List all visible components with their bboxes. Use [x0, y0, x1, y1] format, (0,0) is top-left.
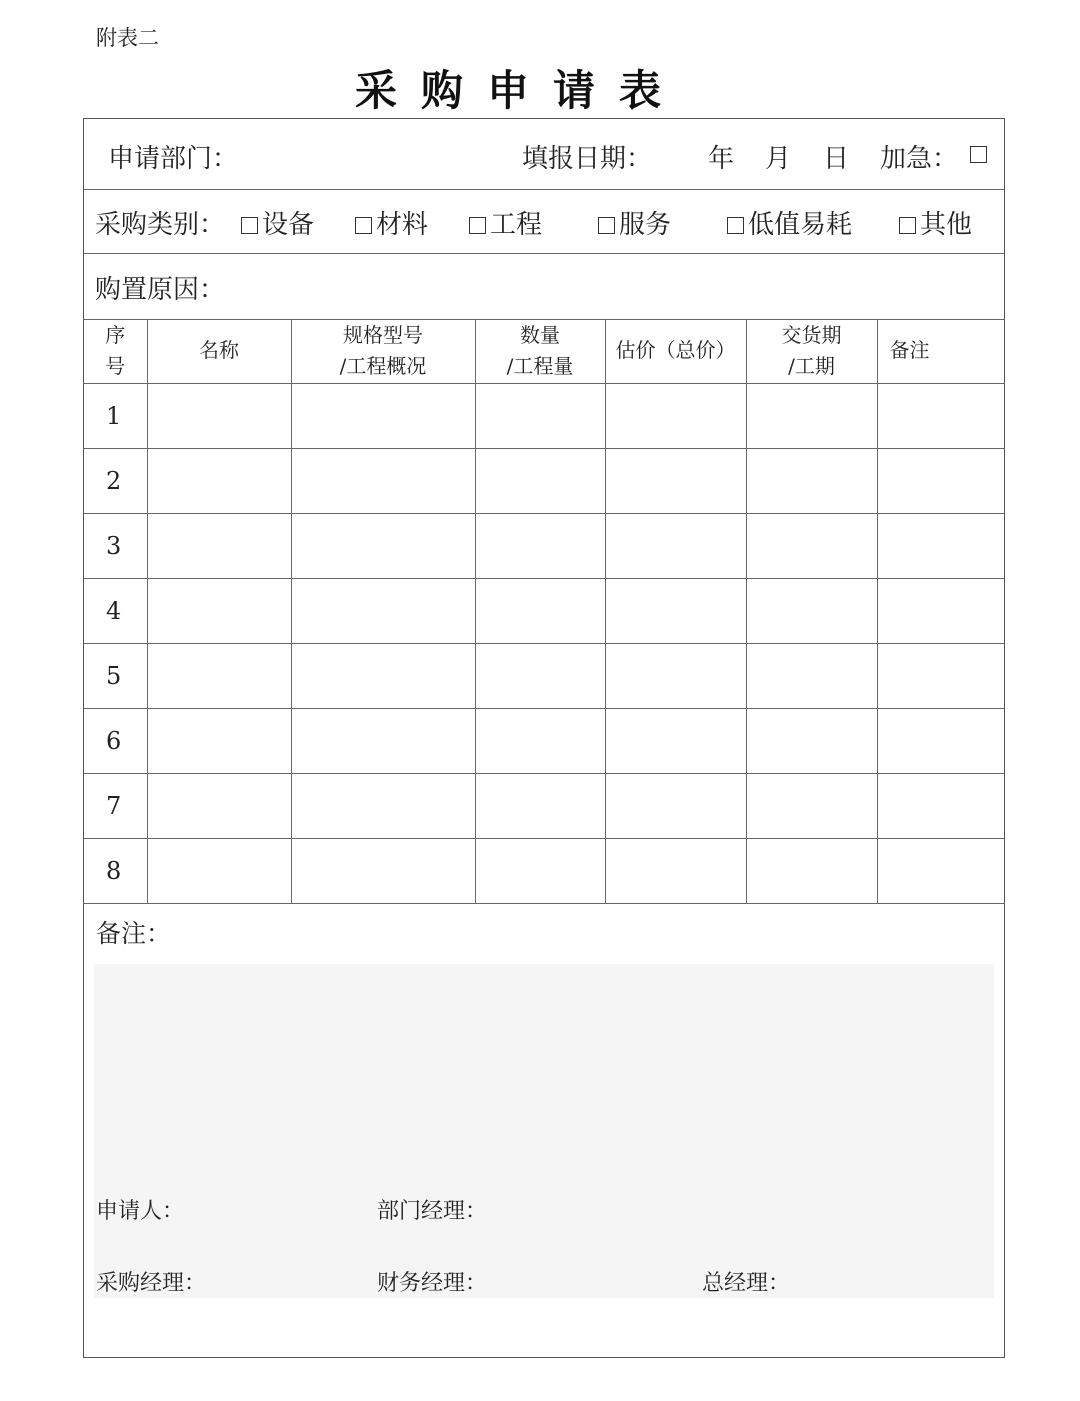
cell[interactable] [877, 578, 1004, 643]
cell[interactable] [475, 513, 605, 578]
checkbox-icon[interactable] [469, 217, 486, 234]
cell[interactable] [147, 708, 291, 773]
cell[interactable] [877, 773, 1004, 838]
table-row [84, 643, 1004, 708]
row-number: 7 [84, 773, 147, 838]
purchase-manager-label: 采购经理： [96, 1271, 207, 1296]
checkbox-icon[interactable] [598, 217, 615, 234]
category-label: 采购类别： [95, 210, 226, 240]
cell[interactable] [291, 708, 475, 773]
annex-label: 附表二 [96, 26, 159, 50]
items-table [84, 319, 1004, 904]
cell[interactable] [746, 383, 877, 448]
cell[interactable] [605, 578, 746, 643]
notes-area[interactable] [94, 964, 994, 1298]
table-row [84, 513, 1004, 578]
cell[interactable] [605, 383, 746, 448]
category-option-engineering[interactable]: 工程 [469, 204, 542, 241]
cell[interactable] [291, 643, 475, 708]
table-row [84, 773, 1004, 838]
urgent-checkbox[interactable] [970, 146, 987, 163]
cell[interactable] [877, 383, 1004, 448]
cell[interactable] [147, 838, 291, 903]
row-number: 8 [84, 838, 147, 903]
row-number: 4 [84, 578, 147, 643]
category-option-material[interactable]: 材料 [355, 204, 428, 241]
applicant-label: 申请人： [96, 1199, 185, 1224]
checkbox-icon[interactable] [241, 217, 258, 234]
cell[interactable] [291, 773, 475, 838]
table-row [84, 383, 1004, 448]
reason-label: 购置原因： [95, 275, 226, 305]
finance-manager-label: 财务经理： [377, 1271, 488, 1296]
cell[interactable] [877, 448, 1004, 513]
cell[interactable] [746, 513, 877, 578]
table-row [84, 448, 1004, 513]
col-header-delivery: 交货期 /工期 [746, 319, 877, 383]
cell[interactable] [605, 513, 746, 578]
col-header-remarks: 备注 [877, 319, 1004, 383]
col-header-name: 名称 [147, 319, 291, 383]
row-number: 5 [84, 643, 147, 708]
form-title: 采购申请表 [354, 66, 685, 115]
cell[interactable] [877, 708, 1004, 773]
cell[interactable] [475, 448, 605, 513]
cell[interactable] [746, 448, 877, 513]
row-number: 2 [84, 448, 147, 513]
cell[interactable] [746, 578, 877, 643]
cell[interactable] [147, 383, 291, 448]
general-manager-label: 总经理： [702, 1271, 791, 1296]
table-row [84, 578, 1004, 643]
table-row [84, 708, 1004, 773]
cell[interactable] [147, 773, 291, 838]
cell[interactable] [746, 708, 877, 773]
cell[interactable] [291, 838, 475, 903]
cell[interactable] [475, 773, 605, 838]
category-option-equipment[interactable]: 设备 [241, 204, 314, 241]
category-row [84, 189, 1004, 254]
form-frame [83, 118, 1005, 1358]
category-option-service[interactable]: 服务 [598, 204, 671, 241]
row-number: 3 [84, 513, 147, 578]
cell[interactable] [475, 643, 605, 708]
dept-manager-label: 部门经理： [377, 1199, 488, 1224]
cell[interactable] [147, 643, 291, 708]
category-option-consumables[interactable]: 低值易耗 [727, 204, 852, 241]
notes-label: 备注： [96, 919, 172, 948]
cell[interactable] [605, 838, 746, 903]
col-header-spec: 规格型号 /工程概况 [291, 319, 475, 383]
cell[interactable] [605, 773, 746, 838]
cell[interactable] [746, 838, 877, 903]
checkbox-icon[interactable] [727, 217, 744, 234]
cell[interactable] [877, 643, 1004, 708]
cell[interactable] [605, 448, 746, 513]
cell[interactable] [475, 708, 605, 773]
date-label: 填报日期： [522, 144, 653, 174]
month-label: 月 [765, 144, 792, 174]
cell[interactable] [475, 578, 605, 643]
cell[interactable] [291, 578, 475, 643]
cell[interactable] [291, 448, 475, 513]
row-number: 1 [84, 383, 147, 448]
row-number: 6 [84, 708, 147, 773]
cell[interactable] [291, 513, 475, 578]
cell[interactable] [147, 578, 291, 643]
urgent-label: 加急： [880, 144, 959, 174]
cell[interactable] [746, 773, 877, 838]
table-row [84, 838, 1004, 903]
reason-row [84, 253, 1004, 320]
checkbox-icon[interactable] [355, 217, 372, 234]
cell[interactable] [877, 513, 1004, 578]
col-header-quantity: 数量 /工程量 [475, 319, 605, 383]
cell[interactable] [475, 838, 605, 903]
category-option-other[interactable]: 其他 [899, 204, 972, 241]
cell[interactable] [746, 643, 877, 708]
cell[interactable] [147, 448, 291, 513]
cell[interactable] [147, 513, 291, 578]
day-label: 日 [823, 144, 850, 174]
year-label: 年 [708, 144, 735, 174]
cell[interactable] [605, 708, 746, 773]
checkbox-icon[interactable] [899, 217, 916, 234]
cell[interactable] [877, 838, 1004, 903]
cell[interactable] [605, 643, 746, 708]
cell[interactable] [475, 383, 605, 448]
header-row [84, 119, 1004, 190]
cell[interactable] [291, 383, 475, 448]
table-header-row [84, 319, 1004, 383]
col-header-seq: 序 号 [84, 319, 147, 383]
col-header-price: 估价（总价） [605, 319, 746, 383]
dept-label: 申请部门： [108, 144, 239, 174]
